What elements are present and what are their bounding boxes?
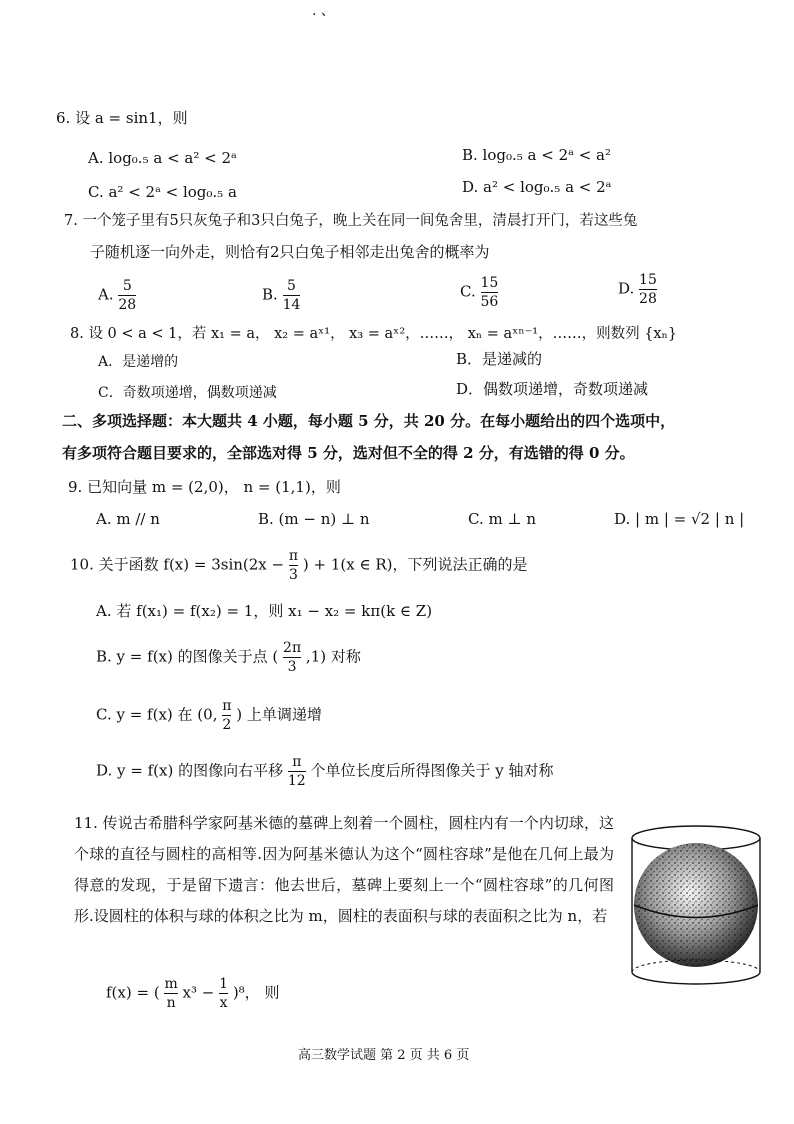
- q7-d-label: D.: [618, 279, 635, 298]
- q7-option-b: [262, 278, 300, 313]
- cylinder-bottom-ellipse: [632, 972, 760, 984]
- q11-function: [106, 976, 279, 1011]
- q10-c-num: π: [222, 698, 232, 714]
- q10-d-den: 12: [287, 773, 306, 790]
- q7-b-fraction: [283, 278, 301, 313]
- q11-f-pre: f(x) = (: [106, 983, 160, 1002]
- q7-option-c: [460, 275, 498, 310]
- q10-option-b: [96, 640, 361, 675]
- q8-option-c: C．奇数项递增，偶数项递减: [98, 385, 277, 401]
- q11-f-den2: x: [219, 995, 228, 1012]
- q9-stem: 9. 已知向量 m = (2,0)， n = (1,1)，则: [68, 478, 341, 496]
- q7-stem-line2: 子随机逐一向外走，则恰有2只白兔子相邻走出兔舍的概率为: [90, 243, 490, 261]
- q10-b-pre: B. y = f(x) 的图像关于点 (: [96, 647, 279, 666]
- q9-option-d: D. | m | = √2 | n |: [614, 510, 745, 528]
- q7-option-d: [618, 272, 657, 307]
- section2-heading-line2: 有多项符合题目要求的，全部选对得 5 分，选对但不全的得 2 分，有选错的得 0 分。: [62, 444, 635, 462]
- q10-stem-num: π: [288, 548, 299, 564]
- q7-d-fraction: [639, 272, 657, 307]
- page-footer: 高三数学试题 第 2 页 共 6 页: [298, 1048, 470, 1063]
- q10-d-post: 个单位长度后所得图像关于 y 轴对称: [310, 761, 554, 780]
- q9-option-c: C. m ⊥ n: [468, 510, 537, 528]
- q6-option-a: A. log₀.₅ a < a² < 2ᵃ: [88, 149, 237, 167]
- q11-f-num: m: [164, 976, 178, 992]
- q10-b-den: 3: [287, 659, 297, 676]
- q10-c-fraction: [222, 698, 231, 733]
- q10-stem-fraction: [289, 548, 298, 583]
- q10-c-pre: C. y = f(x) 在 (0,: [96, 705, 218, 724]
- q10-b-post: ,1) 对称: [305, 647, 361, 666]
- q7-c-num: 15: [480, 275, 499, 291]
- q10-d-num: π: [292, 754, 302, 770]
- sphere-texture: [634, 843, 758, 967]
- q11-f-den: n: [166, 995, 176, 1012]
- q10-stem-pre: 10. 关于函数 f(x) = 3sin(2x −: [70, 555, 285, 574]
- q10-option-d: [96, 754, 554, 789]
- top-marks: . 、: [312, 3, 335, 19]
- q10-b-fraction: [283, 640, 301, 675]
- q11-f-post: )⁸， 则: [232, 983, 280, 1002]
- q7-b-label: B.: [262, 285, 278, 304]
- q8-option-d: D．偶数项递增，奇数项递减: [456, 380, 649, 398]
- q7-a-label: A.: [98, 285, 114, 304]
- q6-option-c: C. a² < 2ᵃ < log₀.₅ a: [88, 183, 237, 201]
- q10-option-a: A. 若 f(x₁) = f(x₂) = 1，则 x₁ − x₂ = kπ(k ∈ Z): [96, 602, 433, 620]
- q7-a-den: 28: [118, 297, 137, 314]
- q7-a-fraction: [118, 278, 136, 313]
- q8-option-a: A．是递增的: [98, 354, 179, 370]
- q10-option-c: [96, 698, 322, 733]
- q10-stem: [70, 548, 527, 583]
- q7-a-num: 5: [122, 278, 132, 294]
- cylinder-sphere-illustration: [626, 820, 766, 990]
- section2-heading-line1: 二、多项选择题：本大题共 4 小题，每小题 5 分，共 20 分。在每小题给出的四个选项中，: [62, 412, 676, 430]
- q6-option-d: D. a² < log₀.₅ a < 2ᵃ: [462, 178, 612, 196]
- q10-c-den: 2: [222, 717, 232, 734]
- q8-stem: 8. 设 0 < a < 1，若 x₁ = a， x₂ = aˣ¹， x₃ = aˣ²，……， xₙ = aˣⁿ⁻¹，……，则数列 {xₙ}: [70, 326, 678, 342]
- q11-f-num2: 1: [219, 976, 229, 992]
- q7-option-a: [98, 278, 136, 313]
- q9-option-b: B. (m − n) ⊥ n: [258, 510, 370, 528]
- q8-option-b: B．是递减的: [456, 350, 543, 368]
- q10-stem-post: ) + 1(x ∈ R)，下列说法正确的是: [302, 555, 528, 574]
- q7-c-label: C.: [460, 282, 476, 301]
- q7-c-fraction: [481, 275, 499, 310]
- q6-option-b: B. log₀.₅ a < 2ᵃ < a²: [462, 146, 611, 164]
- q11-text: 11. 传说古希腊科学家阿基米德的墓碑上刻着一个圆柱，圆柱内有一个内切球，这个球的直径与圆柱的高相等.因为阿基米德认为这个“圆柱容球”是他在几何上最为得意的发现，于是留下遗言：他去世后，墓碑上要刻上一个“圆柱容球”的几何图形.设圆柱的体积与球的体积之比为 m，圆柱的表面积与球的表面积之比为 n，若: [74, 814, 614, 925]
- q6-stem: 6. 设 a = sin1，则: [56, 109, 188, 127]
- q11-f-fraction2: [219, 976, 228, 1011]
- q7-stem-line1: 7. 一个笼子里有5只灰兔子和3只白兔子，晚上关在同一间兔舍里，清晨打开门，若这些兔: [64, 213, 638, 229]
- q10-stem-den: 3: [289, 567, 298, 584]
- q10-d-fraction: [288, 754, 306, 789]
- q10-c-post: ) 上单调递增: [236, 705, 322, 724]
- q7-b-den: 14: [282, 297, 301, 314]
- q11-f-fraction1: [164, 976, 177, 1011]
- q7-b-num: 5: [287, 278, 296, 294]
- q7-d-den: 28: [639, 291, 657, 308]
- q10-d-pre: D. y = f(x) 的图像向右平移: [96, 761, 284, 780]
- q10-b-num: 2π: [283, 640, 302, 656]
- q11-f-mid: x³ −: [182, 983, 215, 1002]
- q7-d-num: 15: [639, 272, 657, 288]
- q7-c-den: 56: [480, 294, 499, 311]
- q9-option-a: A. m // n: [96, 510, 160, 528]
